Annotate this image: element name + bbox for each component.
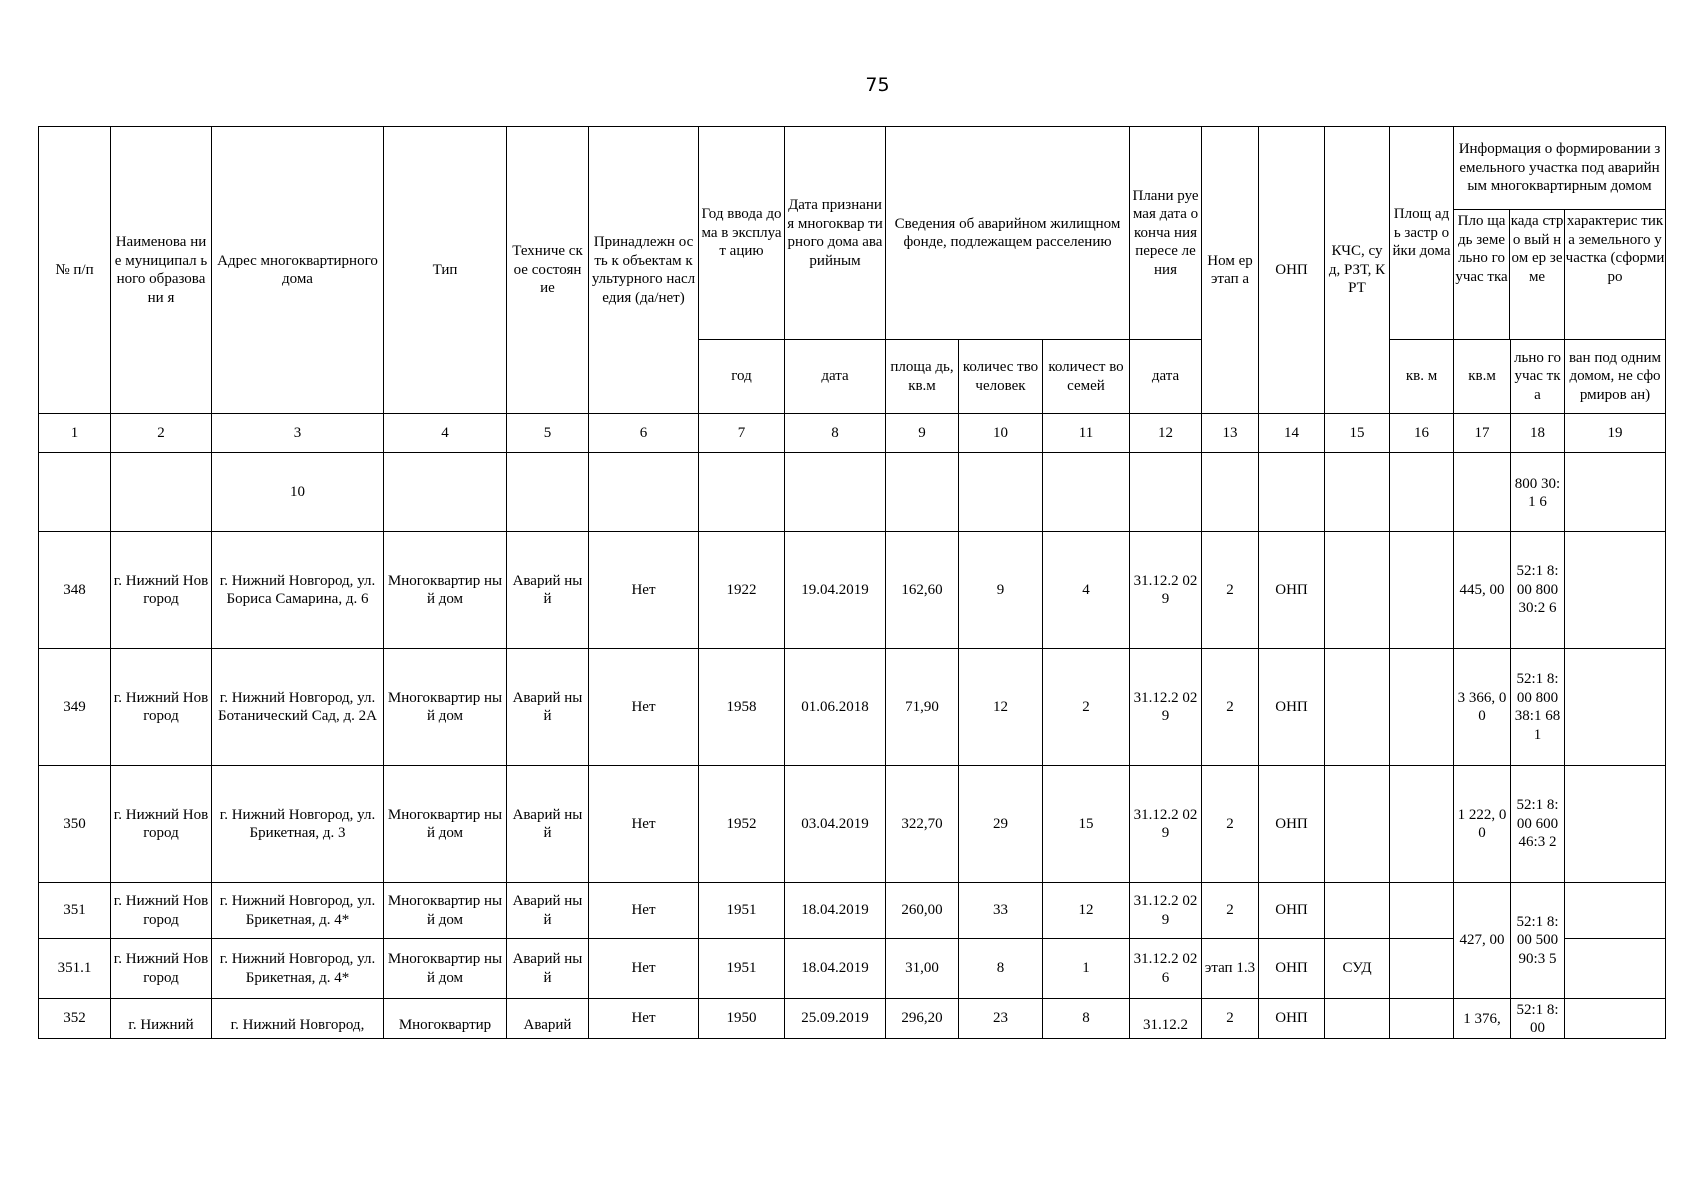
header-characteristic-bottom: ван под одним домом, не сформиров ан) (1565, 340, 1666, 414)
column-number: 19 (1565, 414, 1666, 453)
cell-area: 71,90 (886, 649, 959, 766)
cell-families: 8 (1043, 999, 1130, 1039)
cell-built-area (1390, 649, 1454, 766)
cell-municipality: г. Нижний Новгород (111, 649, 212, 766)
header-kvm-built: кв. м (1390, 340, 1454, 414)
continuation-address: 10 (212, 453, 384, 532)
cell-characteristic (1565, 939, 1666, 999)
cell-n: 351 (39, 883, 111, 939)
cell-cadastral: 52:1 8:00 500 90:3 5 (1511, 883, 1565, 999)
column-number: 13 (1202, 414, 1259, 453)
header-god: год (699, 340, 785, 414)
cell-year: 1952 (699, 766, 785, 883)
header-kvm-land: кв.м (1454, 340, 1511, 414)
cell-heritage: Нет (589, 999, 699, 1039)
header-year-commission: Год ввода дома в эксплуат ацию (699, 127, 785, 340)
cell-planned: 31.12.2 (1130, 999, 1202, 1039)
cell-address: г. Нижний Новгород, ул. Ботанический Сад, д. 2А (212, 649, 384, 766)
cell-kchs (1325, 766, 1390, 883)
cell-characteristic (1565, 999, 1666, 1039)
header-fund-info: Сведения об аварийном жилищном фонде, подлежащем расселению (886, 127, 1130, 340)
table-row (39, 883, 1666, 939)
cell-state: Аварий ный (507, 649, 589, 766)
cell-state: Аварий ный (507, 766, 589, 883)
header-cadastral-top: када стро вый ном ер земе (1510, 210, 1565, 339)
cell-state: Аварий ный (507, 883, 589, 939)
cell-onp: ОНП (1259, 649, 1325, 766)
cell-n: 350 (39, 766, 111, 883)
cell-cadastral: 52:1 8:00 600 46:3 2 (1511, 766, 1565, 883)
cell-kchs (1325, 999, 1390, 1039)
cell-type: Многоквартир ный дом (384, 649, 507, 766)
cell-people: 9 (959, 532, 1043, 649)
cell-area: 162,60 (886, 532, 959, 649)
header-families: количест во семей (1043, 340, 1130, 414)
cell-land-area: 1 222, 00 (1454, 766, 1511, 883)
cell-year: 1922 (699, 532, 785, 649)
table-row (39, 939, 1666, 999)
cell-address: г. Нижний Новгород, ул. Брикетная, д. 4* (212, 939, 384, 999)
header-date-emergency: Дата признания многоквар тирного дома аварийным (785, 127, 886, 340)
cell-address: г. Нижний Новгород, (212, 999, 384, 1039)
header-tech-state: Техниче ское состоян ие (507, 127, 589, 414)
cell-municipality: г. Нижний Новгород (111, 766, 212, 883)
cell-heritage: Нет (589, 766, 699, 883)
cell-year: 1958 (699, 649, 785, 766)
header-municipality: Наименова ние муниципал ьного образовани я (111, 127, 212, 414)
cell-stage: 2 (1202, 883, 1259, 939)
cell-n: 352 (39, 999, 111, 1039)
cell-stage: 2 (1202, 766, 1259, 883)
continuation-row (39, 453, 1666, 532)
cell-stage: этап 1.3 (1202, 939, 1259, 999)
cell-characteristic (1565, 766, 1666, 883)
column-number: 9 (886, 414, 959, 453)
cell-heritage: Нет (589, 649, 699, 766)
cell-type: Многоквартир ный дом (384, 532, 507, 649)
column-number: 12 (1130, 414, 1202, 453)
header-heritage: Принадлежн ость к объектам культурного наследия (да/нет) (589, 127, 699, 414)
cell-area: 296,20 (886, 999, 959, 1039)
cell-land-area: 3 366, 00 (1454, 649, 1511, 766)
cell-built-area (1390, 939, 1454, 999)
cell-planned: 31.12.2 029 (1130, 883, 1202, 939)
header-land-info (1454, 127, 1666, 340)
cell-kchs (1325, 532, 1390, 649)
cell-address: г. Нижний Новгород, ул. Брикетная, д. 3 (212, 766, 384, 883)
cell-heritage: Нет (589, 883, 699, 939)
header-type: Тип (384, 127, 507, 414)
header-address: Адрес многоквартирного дома (212, 127, 384, 414)
cell-kchs (1325, 649, 1390, 766)
cell-stage: 2 (1202, 532, 1259, 649)
cell-date: 01.06.2018 (785, 649, 886, 766)
cell-type: Многоквартир ный дом (384, 939, 507, 999)
cell-onp: ОНП (1259, 999, 1325, 1039)
header-cadastral-bottom: льно го учас тка (1511, 340, 1565, 414)
cell-families: 15 (1043, 766, 1130, 883)
table-row (39, 532, 1666, 649)
cell-land-area: 1 376, (1454, 999, 1511, 1039)
cell-characteristic (1565, 883, 1666, 939)
cell-address: г. Нижний Новгород, ул. Бориса Самарина, д. 6 (212, 532, 384, 649)
cell-characteristic (1565, 649, 1666, 766)
cell-municipality: г. Нижний Новгород (111, 532, 212, 649)
header-people: количес тво человек (959, 340, 1043, 414)
header-land-info-title: Информация о формировании земельного участка под аварийным многоквартирным домом (1454, 127, 1665, 210)
cell-kchs: СУД (1325, 939, 1390, 999)
column-number: 5 (507, 414, 589, 453)
header-stage-no: Ном ер этап а (1202, 127, 1259, 414)
cell-area: 260,00 (886, 883, 959, 939)
page-number: 75 (865, 74, 890, 96)
continuation-cadastral: 800 30:1 6 (1511, 453, 1565, 532)
table-row (39, 649, 1666, 766)
cell-n: 348 (39, 532, 111, 649)
column-number: 1 (39, 414, 111, 453)
cell-address: г. Нижний Новгород, ул. Брикетная, д. 4* (212, 883, 384, 939)
column-number: 7 (699, 414, 785, 453)
cell-people: 29 (959, 766, 1043, 883)
cell-date: 18.04.2019 (785, 939, 886, 999)
cell-onp: ОНП (1259, 883, 1325, 939)
cell-planned: 31.12.2 029 (1130, 532, 1202, 649)
header-row-main (39, 127, 1666, 340)
cell-families: 4 (1043, 532, 1130, 649)
cell-year: 1950 (699, 999, 785, 1039)
cell-n: 351.1 (39, 939, 111, 999)
column-number-row (39, 414, 1666, 453)
cell-date: 18.04.2019 (785, 883, 886, 939)
cell-date: 03.04.2019 (785, 766, 886, 883)
cell-people: 23 (959, 999, 1043, 1039)
cell-built-area (1390, 532, 1454, 649)
header-data2: дата (1130, 340, 1202, 414)
header-onp: ОНП (1259, 127, 1325, 414)
header-n: № п/п (39, 127, 111, 414)
column-number: 6 (589, 414, 699, 453)
cell-onp: ОНП (1259, 766, 1325, 883)
cell-cadastral: 52:1 8:00 800 38:1 681 (1511, 649, 1565, 766)
cell-onp: ОНП (1259, 939, 1325, 999)
cell-built-area (1390, 883, 1454, 939)
column-number: 10 (959, 414, 1043, 453)
cell-heritage: Нет (589, 939, 699, 999)
table-row (39, 999, 1666, 1039)
cell-municipality: г. Нижний Новгород (111, 939, 212, 999)
cell-onp: ОНП (1259, 532, 1325, 649)
cell-state: Аварий (507, 999, 589, 1039)
cell-date: 19.04.2019 (785, 532, 886, 649)
cell-municipality: г. Нижний (111, 999, 212, 1039)
cell-built-area (1390, 999, 1454, 1039)
table-row (39, 766, 1666, 883)
header-planned-date: Плани руемая дата оконча ния пересе ления (1130, 127, 1202, 340)
cell-area: 322,70 (886, 766, 959, 883)
cell-type: Многоквартир ный дом (384, 766, 507, 883)
header-built-area: Площ адь застр ойки дома (1390, 127, 1454, 340)
column-number: 11 (1043, 414, 1130, 453)
cell-stage: 2 (1202, 649, 1259, 766)
cell-state: Аварий ный (507, 532, 589, 649)
header-data: дата (785, 340, 886, 414)
header-area-sqm: площа дь, кв.м (886, 340, 959, 414)
cell-type: Многоквартир ный дом (384, 883, 507, 939)
cell-land-area: 445, 00 (1454, 532, 1511, 649)
cell-stage: 2 (1202, 999, 1259, 1039)
column-number: 18 (1511, 414, 1565, 453)
cell-municipality: г. Нижний Новгород (111, 883, 212, 939)
header-land-area: Пло щадь земе льно го учас тка (1454, 210, 1510, 339)
cell-date: 25.09.2019 (785, 999, 886, 1039)
cell-people: 12 (959, 649, 1043, 766)
cell-heritage: Нет (589, 532, 699, 649)
cell-year: 1951 (699, 939, 785, 999)
cell-families: 12 (1043, 883, 1130, 939)
cell-people: 8 (959, 939, 1043, 999)
column-number: 3 (212, 414, 384, 453)
cell-families: 1 (1043, 939, 1130, 999)
cell-planned: 31.12.2 026 (1130, 939, 1202, 999)
cell-families: 2 (1043, 649, 1130, 766)
cell-state: Аварий ный (507, 939, 589, 999)
cell-characteristic (1565, 532, 1666, 649)
column-number: 16 (1390, 414, 1454, 453)
column-number: 4 (384, 414, 507, 453)
cell-cadastral: 52:1 8:00 800 30:2 6 (1511, 532, 1565, 649)
cell-land-area: 427, 00 (1454, 883, 1511, 999)
cell-area: 31,00 (886, 939, 959, 999)
cell-type: Многоквартир (384, 999, 507, 1039)
cell-kchs (1325, 883, 1390, 939)
header-kchs: КЧС, суд, РЗТ, КРТ (1325, 127, 1390, 414)
header-characteristic-top: характерис тика земельного участка (сформиро (1565, 213, 1665, 285)
cell-year: 1951 (699, 883, 785, 939)
cell-built-area (1390, 766, 1454, 883)
column-number: 8 (785, 414, 886, 453)
cell-cadastral: 52:1 8:00 (1511, 999, 1565, 1039)
cell-planned: 31.12.2 029 (1130, 766, 1202, 883)
column-number: 14 (1259, 414, 1325, 453)
column-number: 2 (111, 414, 212, 453)
column-number: 15 (1325, 414, 1390, 453)
cell-planned: 31.12.2 029 (1130, 649, 1202, 766)
cell-people: 33 (959, 883, 1043, 939)
column-number: 17 (1454, 414, 1511, 453)
cell-n: 349 (39, 649, 111, 766)
emergency-housing-table (38, 126, 1666, 1039)
